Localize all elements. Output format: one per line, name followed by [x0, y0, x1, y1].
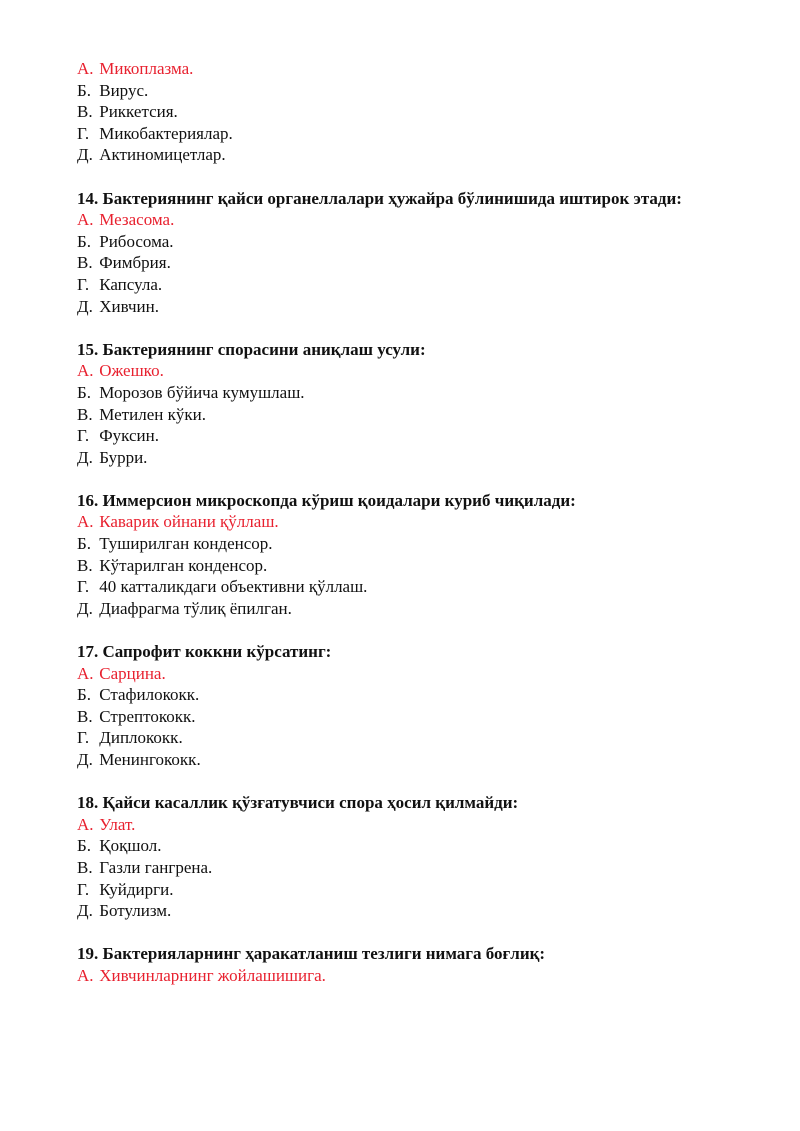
question-block [77, 943, 723, 986]
option-letter: Г. [77, 728, 90, 748]
answer-option [77, 425, 723, 447]
question-block [77, 641, 723, 771]
question-title: Бактериянинг спорасини аниқлаш усули: [102, 339, 426, 359]
option-text: Микобактериялар. [99, 123, 233, 143]
option-text: Диафрагма тўлиқ ёпилган. [99, 598, 292, 618]
option-text: Каварик ойнани қўллаш. [99, 512, 279, 532]
option-letter: В. [77, 555, 93, 575]
option-text: Фуксин. [99, 426, 160, 446]
option-letter: А. [77, 512, 94, 532]
answer-option [77, 382, 723, 404]
option-letter: Б. [77, 836, 92, 856]
option-letter: Б. [77, 685, 92, 705]
answer-option-correct [77, 814, 723, 836]
test-content [77, 58, 723, 987]
question-number: 19. [77, 944, 99, 964]
question-number: 14. [77, 188, 99, 208]
answer-option-correct [77, 209, 723, 231]
option-letter: А. [77, 59, 94, 78]
option-letter: В. [77, 404, 93, 424]
option-letter: А. [77, 210, 94, 230]
option-text: Капсула. [99, 274, 163, 294]
option-letter: Г. [77, 879, 90, 899]
option-text: Ботулизм. [99, 901, 172, 921]
option-letter: Г. [77, 426, 90, 446]
option-text: Стафилококк. [99, 685, 200, 705]
option-text: Бурри. [99, 447, 148, 467]
question-text [77, 792, 723, 814]
option-letter: В. [77, 253, 93, 273]
option-text: Фимбрия. [99, 253, 171, 273]
question-number: 18. [77, 793, 99, 813]
option-text: Сарцина. [99, 663, 166, 683]
option-text: Стрептококк. [99, 706, 196, 726]
option-letter: А. [77, 663, 94, 683]
answer-option [77, 231, 723, 253]
option-text: Туширилган конденсор. [99, 534, 273, 554]
option-text: Метилен кўки. [99, 404, 206, 424]
option-letter: А. [77, 814, 94, 834]
option-text: Ожешко. [99, 361, 164, 381]
answer-option-correct [77, 663, 723, 685]
answer-option-correct [77, 360, 723, 382]
answer-option [77, 144, 723, 166]
option-text: Менингококк. [99, 750, 201, 769]
question-title: Қайси касаллик қўзғатувчиси спора ҳосил қилмайди: [102, 793, 519, 813]
question-text [77, 641, 723, 663]
answer-option [77, 879, 723, 901]
option-letter: Д. [77, 598, 93, 618]
option-text: Рибосома. [99, 231, 174, 251]
answer-option [77, 296, 723, 318]
option-letter: Д. [77, 145, 93, 165]
question-text [77, 188, 723, 210]
option-letter: В. [77, 857, 93, 877]
answer-option [77, 101, 723, 123]
question-title: Бактериянинг қайси органеллалари ҳужайра бўлинишида иштирок этади: [102, 188, 682, 208]
answer-option [77, 576, 723, 598]
question-text [77, 943, 723, 965]
option-text: Кўтарилган конденсор. [99, 555, 268, 575]
answer-option [77, 80, 723, 102]
option-letter: В. [77, 102, 93, 122]
question-title: Иммерсион микроскопда кўриш қоидалари куриб чиқилади: [102, 490, 576, 510]
question-block [77, 339, 723, 469]
question-list [77, 188, 723, 987]
answer-option [77, 598, 723, 620]
question-number: 16. [77, 490, 99, 510]
option-letter: Д. [77, 750, 93, 769]
question-title: Бактерияларнинг ҳаракатланиш тезлиги нимага боғлиқ: [102, 944, 546, 964]
option-text: Актиномицетлар. [99, 145, 226, 165]
option-letter: В. [77, 706, 93, 726]
option-letter: Б. [77, 231, 92, 251]
option-letter: Г. [77, 577, 90, 597]
option-text: Морозов бўйича кумушлаш. [99, 382, 305, 402]
option-text: Мезасома. [99, 210, 175, 230]
answer-option [77, 404, 723, 426]
option-text: 40 катталикдаги объективни қўллаш. [99, 577, 368, 597]
question-block [77, 792, 723, 922]
answer-option [77, 555, 723, 577]
answer-option-correct [77, 58, 723, 80]
option-letter: Б. [77, 80, 92, 100]
option-text: Микоплазма. [99, 59, 194, 78]
answer-option [77, 727, 723, 749]
answer-option-correct [77, 965, 723, 987]
answer-option [77, 835, 723, 857]
option-letter: Г. [77, 123, 90, 143]
answer-option [77, 123, 723, 145]
question-number: 15. [77, 339, 99, 359]
question-number: 17. [77, 642, 99, 662]
option-letter: Б. [77, 534, 92, 554]
question-text [77, 490, 723, 512]
answer-option [77, 274, 723, 296]
option-letter: Д. [77, 296, 93, 316]
option-text: Риккетсия. [99, 102, 178, 122]
option-text: Хивчин. [99, 296, 159, 316]
answer-option [77, 706, 723, 728]
answer-option [77, 857, 723, 879]
previous-question-options [77, 58, 723, 166]
option-text: Куйдирги. [99, 879, 174, 899]
option-letter: Б. [77, 382, 92, 402]
answer-option [77, 252, 723, 274]
question-text [77, 339, 723, 361]
answer-option [77, 684, 723, 706]
answer-option-correct [77, 511, 723, 533]
option-letter: Д. [77, 447, 93, 467]
option-text: Улат. [99, 814, 136, 834]
option-letter: А. [77, 965, 94, 985]
question-block [77, 188, 723, 318]
option-letter: Д. [77, 901, 93, 921]
answer-option [77, 533, 723, 555]
answer-option [77, 749, 723, 771]
answer-option [77, 900, 723, 922]
option-text: Газли гангрена. [99, 857, 213, 877]
option-letter: А. [77, 361, 94, 381]
option-text: Вирус. [99, 80, 149, 100]
answer-option [77, 447, 723, 469]
option-text: Хивчинларнинг жойлашишига. [99, 965, 326, 985]
question-title: Сапрофит коккни кўрсатинг: [102, 642, 332, 662]
option-text: Диплококк. [99, 728, 183, 748]
question-block [77, 490, 723, 620]
option-letter: Г. [77, 274, 90, 294]
option-text: Қоқшол. [99, 836, 162, 856]
